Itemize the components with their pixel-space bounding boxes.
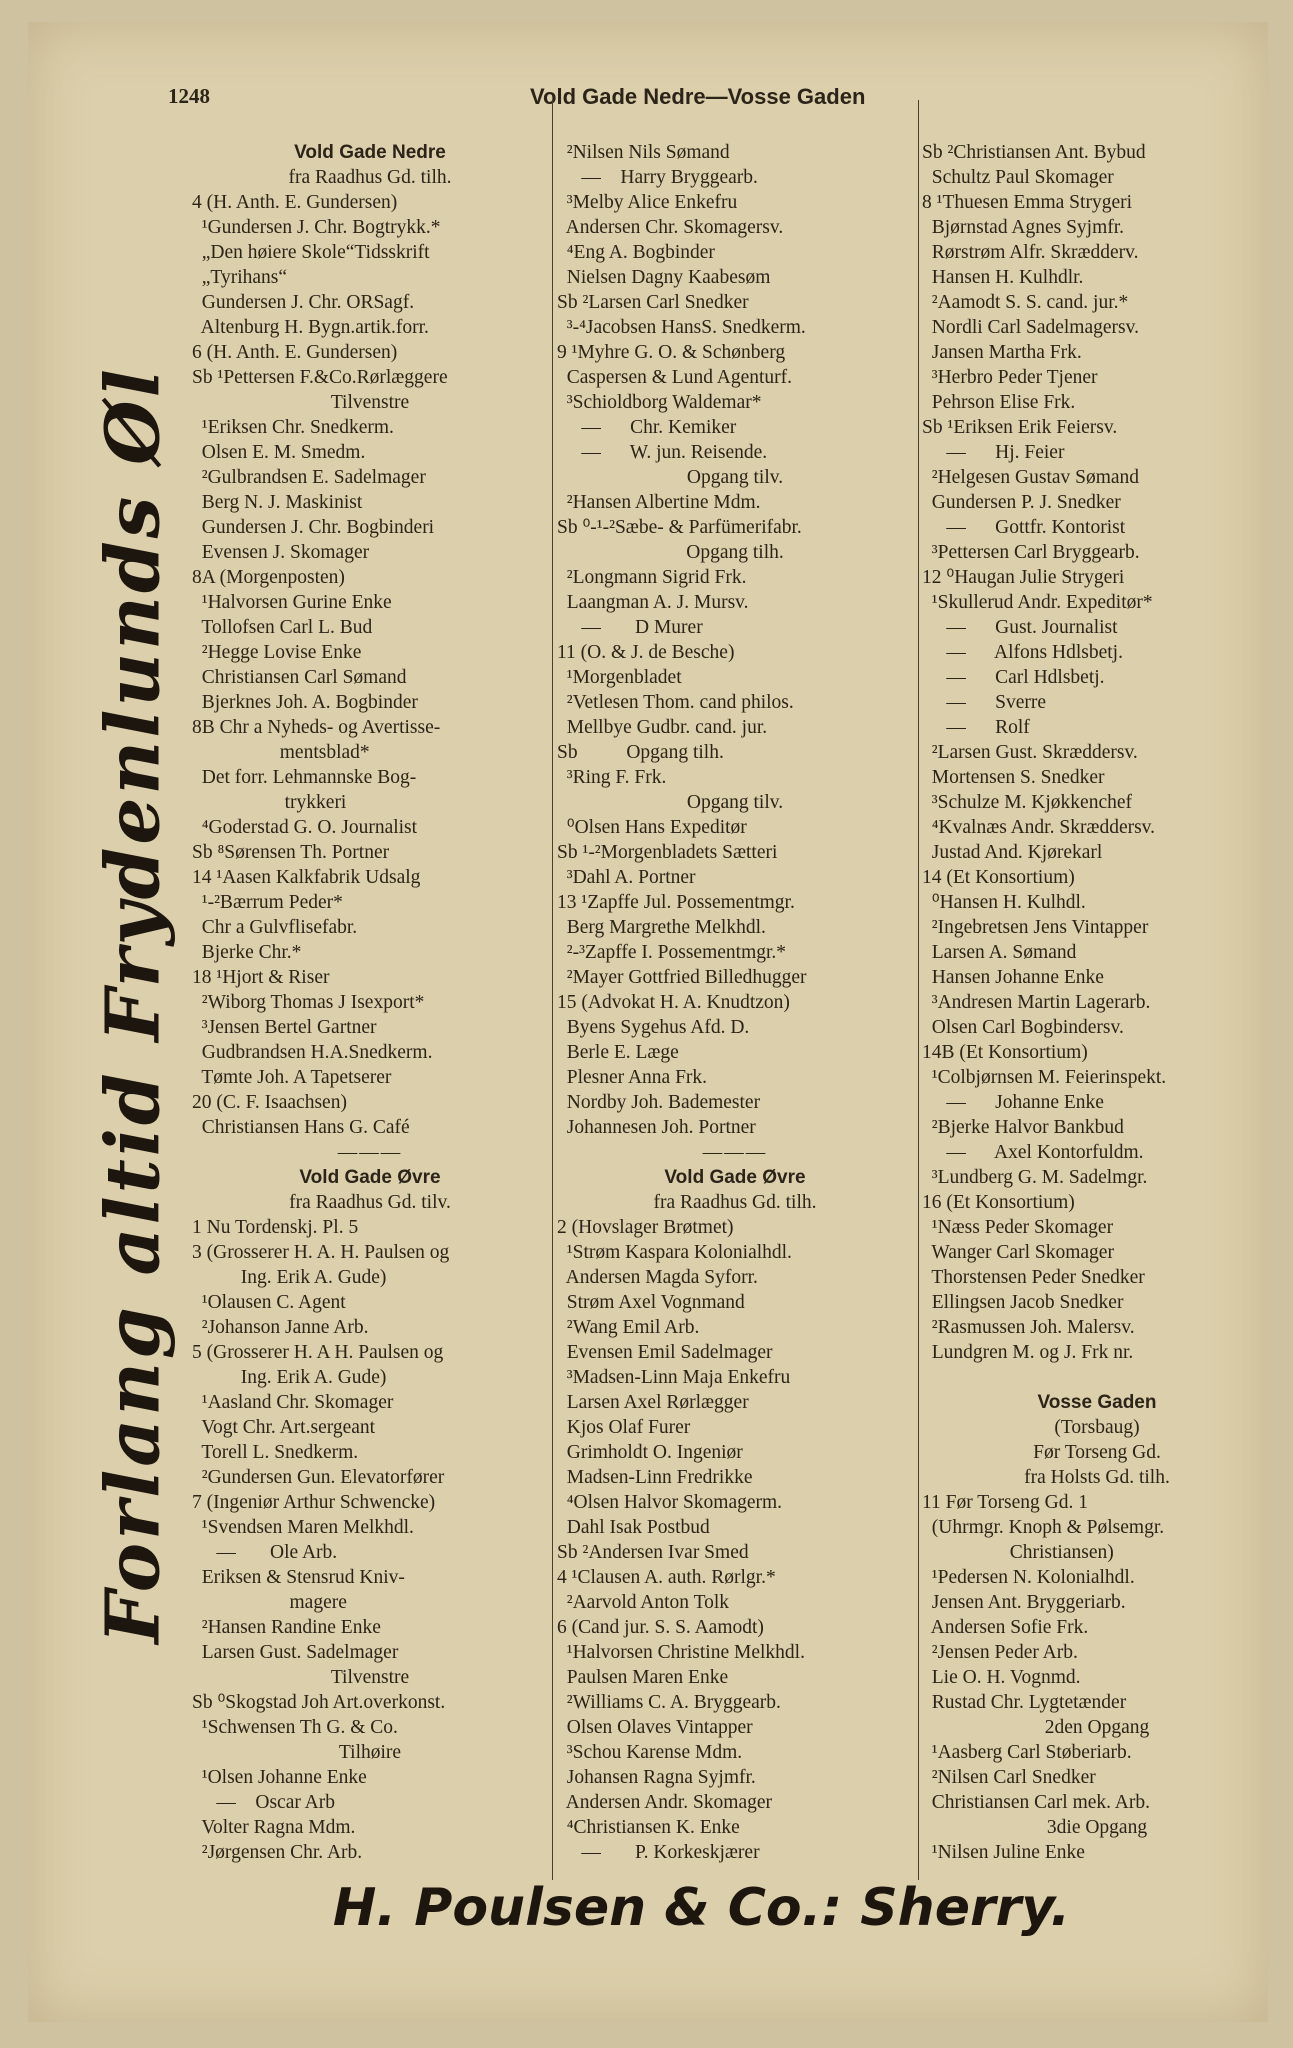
directory-entry: Sb ²Christiansen Ant. Bybud — [922, 142, 1146, 163]
directory-entry: ³Melby Alice Enkefru — [557, 192, 738, 213]
directory-entry: 12 ⁰Haugan Julie Strygeri — [922, 567, 1125, 588]
directory-entry: ²Ingebretsen Jens Vintapper — [922, 917, 1149, 938]
section-subheading: Tilvenstre — [330, 392, 410, 413]
directory-entry: ⁰Hansen H. Kulhdl. — [922, 892, 1086, 913]
directory-entry: ¹Skullerud Andr. Expeditør* — [922, 592, 1153, 613]
directory-entry: ²Mayer Gottfried Billedhugger — [557, 967, 807, 988]
directory-entry: ¹Eriksen Chr. Snedkerm. — [192, 417, 394, 438]
directory-entry: ²Gulbrandsen E. Sadelmager — [192, 467, 426, 488]
column-3 — [922, 140, 1272, 1870]
section-separator: ——— — [337, 1142, 403, 1163]
directory-entry: Chr a Gulvflisefabr. — [192, 917, 358, 938]
directory-entry: Det forr. Lehmannske Bog- — [192, 767, 417, 788]
directory-entry: ¹Colbjørnsen M. Feierinspekt. — [922, 1067, 1167, 1088]
directory-entry: Bjørnstad Agnes Syjmfr. — [922, 217, 1125, 238]
directory-entry: Jensen Ant. Bryggeriarb. — [922, 1592, 1126, 1613]
directory-entry: (Uhrmgr. Knoph & Pølsemgr. — [922, 1517, 1165, 1538]
directory-entry: ¹Morgenbladet — [557, 667, 682, 688]
directory-entry: Sb ⁰Skogstad Joh Art.overkonst. — [192, 1692, 446, 1713]
directory-entry: — Hj. Feier — [922, 442, 1065, 463]
directory-entry: Kjos Olaf Furer — [557, 1417, 691, 1438]
directory-entry: 18 ¹Hjort & Riser — [192, 967, 330, 988]
directory-entry: ²Aamodt S. S. cand. jur.* — [922, 292, 1129, 313]
section-subheading: fra Holsts Gd. tilh. — [1024, 1467, 1170, 1488]
directory-entry: ²Larsen Gust. Skræddersv. — [922, 742, 1138, 763]
section-subheading: Tilvenstre — [330, 1667, 410, 1688]
directory-entry: ²Johanson Janne Arb. — [192, 1317, 369, 1338]
directory-entry: ²-³Zapffe I. Possementmgr.* — [557, 942, 787, 963]
directory-entry: ²Williams C. A. Bryggearb. — [557, 1692, 781, 1713]
directory-entry: Plesner Anna Frk. — [557, 1067, 708, 1088]
directory-entry: 3 (Grosserer H. A. H. Paulsen og — [192, 1242, 450, 1263]
directory-entry: Mellbye Gudbr. cand. jur. — [557, 717, 768, 738]
directory-entry: Johansen Ragna Syjmfr. — [557, 1767, 756, 1788]
directory-entry: — P. Korkeskjærer — [557, 1842, 760, 1863]
column-2 — [557, 140, 913, 1870]
directory-entry: — Johanne Enke — [922, 1092, 1104, 1113]
directory-entry: Sb ⁰-¹-²Sæbe- & Parfümerifabr. — [557, 517, 802, 538]
directory-entry: ¹Schwensen Th G. & Co. — [192, 1717, 398, 1738]
directory-entry: Mortensen S. Snedker — [922, 767, 1105, 788]
directory-entry: ³Schulze M. Kjøkkenchef — [922, 792, 1132, 813]
directory-entry: ²Jørgensen Chr. Arb. — [192, 1842, 363, 1863]
directory-entry: Sb ²Larsen Carl Snedker — [557, 292, 749, 313]
directory-entry: — Axel Kontorfuldm. — [922, 1142, 1144, 1163]
directory-entry: Torell L. Snedkerm. — [192, 1442, 359, 1463]
directory-entry: 14 ¹Aasen Kalkfabrik Udsalg — [192, 867, 421, 888]
directory-entry: Berg Margrethe Melkhdl. — [557, 917, 766, 938]
directory-entry: Byens Sygehus Afd. D. — [557, 1017, 750, 1038]
directory-entry: Gudbrandsen H.A.Snedkerm. — [192, 1042, 433, 1063]
directory-entry: Nordli Carl Sadelmagersv. — [922, 317, 1139, 338]
directory-entry: ³Madsen-Linn Maja Enkefru — [557, 1367, 791, 1388]
directory-entry: ³Dahl A. Portner — [557, 867, 696, 888]
directory-entry: 6 (Cand jur. S. S. Aamodt) — [557, 1617, 764, 1638]
directory-entry: ¹Olausen C. Agent — [192, 1292, 346, 1313]
directory-entry: ²Bjerke Halvor Bankbud — [922, 1117, 1124, 1138]
directory-entry: — Gottfr. Kontorist — [922, 517, 1126, 538]
directory-entry: Sb Opgang tilh. — [557, 742, 724, 763]
street-heading: Vosse Gaden — [1037, 1392, 1157, 1413]
directory-entry: ¹Næss Peder Skomager — [922, 1217, 1114, 1238]
directory-entry: Larsen Axel Rørlægger — [557, 1392, 749, 1413]
directory-entry: Hansen H. Kulhdlr. — [922, 267, 1084, 288]
directory-entry: 16 (Et Konsortium) — [922, 1192, 1075, 1213]
directory-entry: Nordby Joh. Bademester — [557, 1092, 761, 1113]
directory-entry: Tømte Joh. A Tapetserer — [192, 1067, 392, 1088]
directory-entry: Laangman A. J. Mursv. — [557, 592, 749, 613]
directory-entry: ¹Gundersen J. Chr. Bogtrykk.* — [192, 217, 441, 238]
directory-entry: ²Aarvold Anton Tolk — [557, 1592, 730, 1613]
directory-entry: Tollofsen Carl L. Bud — [192, 617, 373, 638]
directory-entry: Olsen Olaves Vintapper — [557, 1717, 753, 1738]
page-number: 1248 — [168, 84, 210, 108]
directory-entry: 13 ¹Zapffe Jul. Possementmgr. — [557, 892, 795, 913]
directory-entry: Lie O. H. Vognmd. — [922, 1667, 1081, 1688]
directory-entry: ¹Olsen Johanne Enke — [192, 1767, 367, 1788]
directory-entry: Volter Ragna Mdm. — [192, 1817, 356, 1838]
directory-entry: Christiansen Carl mek. Arb. — [922, 1792, 1151, 1813]
directory-entry: 11 (O. & J. de Besche) — [557, 642, 735, 663]
directory-entry: Christiansen Carl Sømand — [192, 667, 407, 688]
directory-entry: ²Hegge Lovise Enke — [192, 642, 362, 663]
directory-entry: 14 (Et Konsortium) — [922, 867, 1075, 888]
directory-entry: Ing. Erik A. Gude) — [192, 1267, 387, 1288]
directory-entry: — Gust. Journalist — [922, 617, 1118, 638]
directory-entry: ⁴Olsen Halvor Skomagerm. — [557, 1492, 783, 1513]
directory-entry: Andersen Sofie Frk. — [922, 1617, 1089, 1638]
directory-entry: ¹Nilsen Juline Enke — [922, 1842, 1085, 1863]
directory-entry: Sb ⁸Sørensen Th. Portner — [192, 842, 390, 863]
directory-entry: Vogt Chr. Art.sergeant — [192, 1417, 376, 1438]
section-subheading: Tilhøire — [338, 1742, 402, 1763]
section-subheading: (Torsbaug) — [1054, 1417, 1140, 1438]
spacer — [922, 1365, 1272, 1390]
section-subheading: Opgang tilh. — [686, 542, 784, 563]
directory-entry: Bjerknes Joh. A. Bogbinder — [192, 692, 418, 713]
directory-entry: Berle E. Læge — [557, 1042, 679, 1063]
directory-entry: Pehrson Elise Frk. — [922, 392, 1076, 413]
directory-entry: ²Gundersen Gun. Elevatorfører — [192, 1467, 445, 1488]
directory-entry: Olsen Carl Bogbindersv. — [922, 1017, 1124, 1038]
directory-entry: Larsen Gust. Sadelmager — [192, 1642, 399, 1663]
directory-entry: Christiansen Hans G. Café — [192, 1117, 410, 1138]
directory-entry: Nielsen Dagny Kaabesøm — [557, 267, 771, 288]
directory-entry: 20 (C. F. Isaachsen) — [192, 1092, 347, 1113]
directory-entry: ¹Strøm Kaspara Kolonialhdl. — [557, 1242, 792, 1263]
side-advertisement-text: Forlang altid Frydenlunds Øl — [91, 366, 178, 1644]
directory-entry: Andersen Andr. Skomager — [557, 1792, 773, 1813]
directory-entry: 14B (Et Konsortium) — [922, 1042, 1088, 1063]
directory-entry: Strøm Axel Vognmand — [557, 1292, 745, 1313]
directory-entry: ²Jensen Peder Arb. — [922, 1642, 1078, 1663]
directory-entry: ³Pettersen Carl Bryggearb. — [922, 542, 1140, 563]
directory-entry: Lundgren M. og J. Frk nr. — [922, 1342, 1134, 1363]
directory-entry: Sb ¹Eriksen Erik Feiersv. — [922, 417, 1118, 438]
directory-entry: ¹Aasberg Carl Støberiarb. — [922, 1742, 1132, 1763]
directory-entry: — Sverre — [922, 692, 1047, 713]
directory-entry: ⁴Christiansen K. Enke — [557, 1817, 740, 1838]
directory-entry: — Ole Arb. — [192, 1542, 338, 1563]
directory-entry: 5 (Grosserer H. A H. Paulsen og — [192, 1342, 444, 1363]
directory-entry: Berg N. J. Maskinist — [192, 492, 363, 513]
directory-entry: — Harry Bryggearb. — [557, 167, 758, 188]
page-header — [0, 64, 1293, 109]
section-subheading: Opgang tilv. — [686, 792, 784, 813]
directory-entry: Schultz Paul Skomager — [922, 167, 1114, 188]
directory-entry: 4 (H. Anth. E. Gundersen) — [192, 192, 398, 213]
directory-entry: ⁴Kvalnæs Andr. Skræddersv. — [922, 817, 1156, 838]
section-subheading: Før Torseng Gd. — [1033, 1442, 1161, 1463]
directory-entry: — Rolf — [922, 717, 1030, 738]
directory-entry: ¹Halvorsen Christine Melkhdl. — [557, 1642, 805, 1663]
directory-entry: ³Herbro Peder Tjener — [922, 367, 1098, 388]
directory-entry: Christiansen) — [922, 1542, 1114, 1563]
column-1 — [192, 140, 548, 1870]
directory-entry: ¹Svendsen Maren Melkhdl. — [192, 1517, 414, 1538]
directory-entry: — Oscar Arb — [192, 1792, 335, 1813]
directory-entry: 9 ¹Myhre G. O. & Schønberg — [557, 342, 786, 363]
directory-entry: Gundersen J. Chr. Bogbinderi — [192, 517, 435, 538]
directory-entry: ³Schou Karense Mdm. — [557, 1742, 743, 1763]
directory-entry: Evensen J. Skomager — [192, 542, 370, 563]
directory-entry: magere — [192, 1592, 347, 1613]
directory-entry: Eriksen & Stensrud Kniv- — [192, 1567, 405, 1588]
directory-entry: Olsen E. M. Smedm. — [192, 442, 366, 463]
directory-entry: Johannesen Joh. Portner — [557, 1117, 756, 1138]
directory-entry: ²Nilsen Carl Snedker — [922, 1767, 1096, 1788]
directory-entry: 8 ¹Thuesen Emma Strygeri — [922, 192, 1133, 213]
directory-entry: „Den høiere Skole“Tidsskrift — [192, 242, 430, 263]
directory-entry: Gundersen J. Chr. ORSagf. — [192, 292, 415, 313]
directory-entry: Grimholdt O. Ingeniør — [557, 1442, 743, 1463]
directory-entry: ¹Halvorsen Gurine Enke — [192, 592, 392, 613]
directory-entry: Larsen A. Sømand — [922, 942, 1077, 963]
directory-entry: 11 Før Torseng Gd. 1 — [922, 1492, 1089, 1513]
columns — [0, 140, 1293, 1870]
directory-entry: ⁴Goderstad G. O. Journalist — [192, 817, 418, 838]
directory-entry: — D Murer — [557, 617, 703, 638]
directory-entry: Evensen Emil Sadelmager — [557, 1342, 773, 1363]
section-subheading: Opgang tilv. — [686, 467, 784, 488]
directory-entry: 8B Chr a Nyheds- og Avertisse- — [192, 717, 441, 738]
directory-entry: mentsblad* — [192, 742, 370, 763]
directory-entry: ³Lundberg G. M. Sadelmgr. — [922, 1167, 1148, 1188]
street-heading: Vold Gade Nedre — [294, 142, 446, 163]
directory-entry: ³-⁴Jacobsen HansS. Snedkerm. — [557, 317, 806, 338]
directory-entry: Dahl Isak Postbud — [557, 1517, 710, 1538]
directory-entry: Thorstensen Peder Snedker — [922, 1267, 1145, 1288]
page-title: Vold Gade Nedre—Vosse Gaden — [530, 84, 866, 109]
footer-advertisement-text: H. Poulsen & Co.: Sherry. — [332, 1878, 1071, 1938]
directory-entry: ²Rasmussen Joh. Malersv. — [922, 1317, 1135, 1338]
directory-entry: Ing. Erik A. Gude) — [192, 1367, 387, 1388]
directory-entry: Bjerke Chr.* — [192, 942, 302, 963]
section-subheading: fra Raadhus Gd. tilv. — [289, 1192, 451, 1213]
footer-advertisement — [0, 1878, 1293, 1938]
directory-entry: ³Andresen Martin Lagerarb. — [922, 992, 1151, 1013]
directory-entry: ¹Pedersen N. Kolonialhdl. — [922, 1567, 1135, 1588]
directory-entry: ⁰Olsen Hans Expeditør — [557, 817, 747, 838]
directory-entry: Andersen Magda Syforr. — [557, 1267, 758, 1288]
directory-entry: 2 (Hovslager Brøtmet) — [557, 1217, 734, 1238]
directory-entry: Paulsen Maren Enke — [557, 1667, 729, 1688]
directory-entry: ²Hansen Albertine Mdm. — [557, 492, 761, 513]
directory-entry: Rustad Chr. Lygtetænder — [922, 1692, 1127, 1713]
directory-entry: Andersen Chr. Skomagersv. — [557, 217, 784, 238]
directory-entry: 15 (Advokat H. A. Knudtzon) — [557, 992, 790, 1013]
section-subheading: fra Raadhus Gd. tilh. — [653, 1192, 817, 1213]
directory-entry: trykkeri — [192, 792, 347, 813]
directory-entry: Madsen-Linn Fredrikke — [557, 1467, 753, 1488]
directory-entry: ²Vetlesen Thom. cand philos. — [557, 692, 794, 713]
directory-entry: — Alfons Hdlsbetj. — [922, 642, 1123, 663]
directory-entry: Sb ¹-²Morgenbladets Sætteri — [557, 842, 778, 863]
directory-entry: ²Hansen Randine Enke — [192, 1617, 381, 1638]
directory-entry: ¹-²Bærrum Peder* — [192, 892, 343, 913]
directory-entry: Hansen Johanne Enke — [922, 967, 1104, 988]
street-heading: Vold Gade Øvre — [299, 1167, 441, 1188]
directory-entry: ²Wiborg Thomas J Isexport* — [192, 992, 425, 1013]
directory-entry: ⁴Eng A. Bogbinder — [557, 242, 715, 263]
directory-entry: Wanger Carl Skomager — [922, 1242, 1114, 1263]
section-subheading: fra Raadhus Gd. tilh. — [288, 167, 452, 188]
directory-entry: ¹Aasland Chr. Skomager — [192, 1392, 394, 1413]
directory-entry: 7 (Ingeniør Arthur Schwencke) — [192, 1492, 436, 1513]
directory-entry: ³Ring F. Frk. — [557, 767, 667, 788]
directory-entry: Jansen Martha Frk. — [922, 342, 1082, 363]
directory-entry: ²Helgesen Gustav Sømand — [922, 467, 1140, 488]
directory-entry: Ellingsen Jacob Snedker — [922, 1292, 1124, 1313]
directory-entry: 8A (Morgenposten) — [192, 567, 345, 588]
directory-entry: — Chr. Kemiker — [557, 417, 737, 438]
directory-entry: ²Wang Emil Arb. — [557, 1317, 700, 1338]
directory-entry: 1 Nu Tordenskj. Pl. 5 — [192, 1217, 359, 1238]
street-heading: Vold Gade Øvre — [664, 1167, 806, 1188]
directory-entry: Sb ¹Pettersen F.&Co.Rørlæggere — [192, 367, 448, 388]
directory-entry: „Tyrihans“ — [192, 267, 288, 288]
directory-entry: 6 (H. Anth. E. Gundersen) — [192, 342, 398, 363]
section-subheading: 3die Opgang — [1046, 1817, 1148, 1838]
directory-entry: Gundersen P. J. Snedker — [922, 492, 1121, 513]
directory-entry: Caspersen & Lund Agenturf. — [557, 367, 793, 388]
directory-entry: 4 ¹Clausen A. auth. Rørlgr.* — [557, 1567, 776, 1588]
directory-entry: Sb ²Andersen Ivar Smed — [557, 1542, 749, 1563]
directory-entry: ³Jensen Bertel Gartner — [192, 1017, 377, 1038]
directory-entry: — Carl Hdlsbetj. — [922, 667, 1105, 688]
directory-entry: — W. jun. Reisende. — [557, 442, 768, 463]
directory-entry: Justad And. Kjørekarl — [922, 842, 1103, 863]
directory-entry: ³Schioldborg Waldemar* — [557, 392, 762, 413]
section-separator: ——— — [702, 1142, 768, 1163]
directory-entry: ²Longmann Sigrid Frk. — [557, 567, 747, 588]
directory-entry: Altenburg H. Bygn.artik.forr. — [192, 317, 429, 338]
directory-entry: ²Nilsen Nils Sømand — [557, 142, 730, 163]
directory-entry: Rørstrøm Alfr. Skrædderv. — [922, 242, 1139, 263]
section-subheading: 2den Opgang — [1044, 1717, 1150, 1738]
